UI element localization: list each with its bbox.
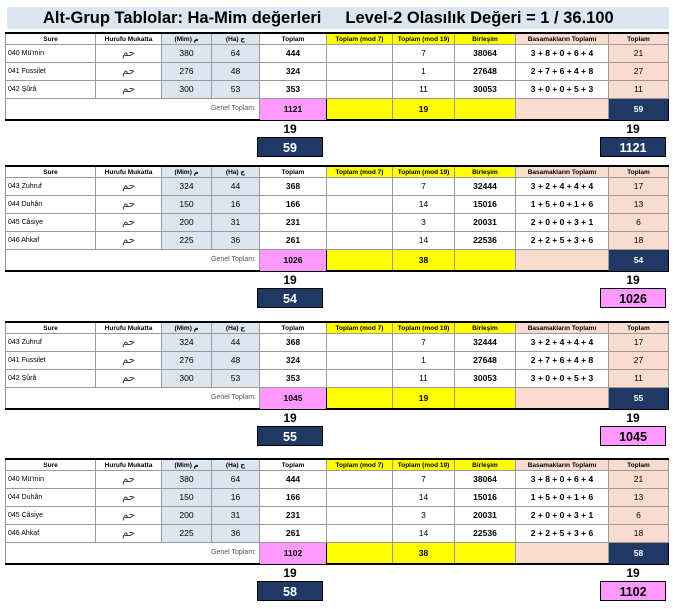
header-mim: (Mim) م (162, 459, 212, 471)
header-sure: Sure (6, 166, 96, 178)
total-row (6, 543, 669, 565)
left-result-box: 54 (257, 288, 323, 308)
cell-ha: 44 (212, 334, 260, 352)
cell-mod7 (327, 178, 393, 196)
cell-mim: 225 (162, 232, 212, 250)
total-mod19: 38 (393, 250, 455, 272)
header-toplam: Toplam (260, 322, 327, 334)
cell-birlesim: 27648 (455, 352, 516, 370)
total-value: 1026 (260, 250, 327, 272)
cell-birlesim: 22536 (455, 232, 516, 250)
total-sum: 59 (609, 99, 669, 121)
total-mod19: 19 (393, 99, 455, 121)
total-mod7 (327, 543, 393, 565)
cell-mim: 300 (162, 370, 212, 388)
data-table-2 (5, 165, 669, 272)
cell-mod7 (327, 196, 393, 214)
cell-mim: 200 (162, 507, 212, 525)
header-mod7: Toplam (mod 7) (327, 166, 393, 178)
cell-birlesim: 20031 (455, 507, 516, 525)
header-mim: (Mim) م (162, 322, 212, 334)
sheet-title (7, 7, 669, 29)
total-basamak (516, 388, 609, 410)
cell-basamak: 3 + 8 + 0 + 6 + 4 (516, 471, 609, 489)
cell-basamak: 3 + 2 + 4 + 4 + 4 (516, 178, 609, 196)
cell-sure: 042 Şûrâ (6, 370, 96, 388)
cell-sum: 6 (609, 507, 669, 525)
cell-birlesim: 15016 (455, 489, 516, 507)
left-19-label: 19 (283, 122, 297, 136)
right-19-label: 19 (626, 122, 640, 136)
genel-toplam-label: Genel Toplam: (6, 388, 260, 410)
cell-sure: 044 Duhân (6, 196, 96, 214)
cell-mim: 324 (162, 178, 212, 196)
cell-ha: 31 (212, 214, 260, 232)
header-row (6, 459, 669, 471)
cell-ha: 44 (212, 178, 260, 196)
left-19-label: 19 (283, 273, 297, 287)
cell-birlesim: 27648 (455, 63, 516, 81)
cell-ha: 48 (212, 352, 260, 370)
cell-sum: 21 (609, 471, 669, 489)
cell-sure: 043 Zuhruf (6, 178, 96, 196)
cell-hurufu: حم (96, 232, 162, 250)
cell-mod19: 14 (393, 232, 455, 250)
cell-birlesim: 38064 (455, 45, 516, 63)
cell-toplam: 166 (260, 196, 327, 214)
cell-basamak: 2 + 7 + 6 + 4 + 8 (516, 63, 609, 81)
header-toplam: Toplam (260, 33, 327, 45)
header-basamak: Basamakların Toplamı (516, 33, 609, 45)
cell-sure: 041 Fussilet (6, 63, 96, 81)
table-row (6, 45, 669, 63)
table-row (6, 507, 669, 525)
cell-mim: 380 (162, 471, 212, 489)
cell-basamak: 3 + 0 + 0 + 5 + 3 (516, 81, 609, 99)
cell-hurufu: حم (96, 63, 162, 81)
cell-mim: 276 (162, 63, 212, 81)
cell-toplam: 261 (260, 525, 327, 543)
header-mod7: Toplam (mod 7) (327, 322, 393, 334)
header-hurufu: Hurufu Mukatta (96, 322, 162, 334)
cell-sum: 13 (609, 489, 669, 507)
cell-ha: 36 (212, 525, 260, 543)
genel-toplam-label: Genel Toplam: (6, 250, 260, 272)
header-hurufu: Hurufu Mukatta (96, 166, 162, 178)
total-sum: 55 (609, 388, 669, 410)
cell-basamak: 1 + 5 + 0 + 1 + 6 (516, 489, 609, 507)
cell-mod7 (327, 63, 393, 81)
cell-sure: 045 Câsiye (6, 214, 96, 232)
header-toplam2: Toplam (609, 166, 669, 178)
cell-mod19: 11 (393, 370, 455, 388)
left-19-label: 19 (283, 566, 297, 580)
right-19-label: 19 (626, 273, 640, 287)
header-row (6, 166, 669, 178)
table-row (6, 196, 669, 214)
right-result-box: 1121 (600, 137, 666, 157)
total-basamak (516, 250, 609, 272)
cell-ha: 36 (212, 232, 260, 250)
right-19-label: 19 (626, 566, 640, 580)
header-birlesim: Birleşim (455, 33, 516, 45)
left-result-box: 55 (257, 426, 323, 446)
total-sum: 58 (609, 543, 669, 565)
cell-mod7 (327, 81, 393, 99)
cell-basamak: 3 + 2 + 4 + 4 + 4 (516, 334, 609, 352)
table-row (6, 370, 669, 388)
cell-birlesim: 38064 (455, 471, 516, 489)
table-row (6, 178, 669, 196)
cell-sum: 17 (609, 334, 669, 352)
cell-sum: 6 (609, 214, 669, 232)
header-birlesim: Birleşim (455, 322, 516, 334)
cell-basamak: 1 + 5 + 0 + 1 + 6 (516, 196, 609, 214)
cell-mod7 (327, 352, 393, 370)
cell-hurufu: حم (96, 334, 162, 352)
header-basamak: Basamakların Toplamı (516, 322, 609, 334)
title-level: Level-2 (345, 9, 403, 27)
total-mod7 (327, 388, 393, 410)
cell-ha: 31 (212, 507, 260, 525)
cell-sum: 21 (609, 45, 669, 63)
header-mod19: Toplam (mod 19) (393, 33, 455, 45)
cell-sure: 043 Zuhruf (6, 334, 96, 352)
cell-sure: 040 Mü'min (6, 471, 96, 489)
cell-hurufu: حم (96, 45, 162, 63)
table-row (6, 63, 669, 81)
right-19-label: 19 (626, 411, 640, 425)
header-ha: (Ha) ح (212, 33, 260, 45)
right-result-box: 1026 (600, 288, 666, 308)
cell-mod19: 3 (393, 507, 455, 525)
cell-hurufu: حم (96, 214, 162, 232)
cell-hurufu: حم (96, 352, 162, 370)
cell-birlesim: 20031 (455, 214, 516, 232)
cell-hurufu: حم (96, 471, 162, 489)
header-sure: Sure (6, 322, 96, 334)
header-toplam2: Toplam (609, 322, 669, 334)
total-mod7 (327, 250, 393, 272)
cell-mim: 380 (162, 45, 212, 63)
cell-mim: 300 (162, 81, 212, 99)
cell-mod19: 3 (393, 214, 455, 232)
cell-hurufu: حم (96, 525, 162, 543)
cell-sure: 046 Ahkaf (6, 232, 96, 250)
cell-mim: 225 (162, 525, 212, 543)
total-birlesim (455, 388, 516, 410)
table-row (6, 214, 669, 232)
total-birlesim (455, 543, 516, 565)
cell-ha: 64 (212, 45, 260, 63)
title-probability: Olasılık Değeri = 1 / 36.100 (406, 9, 614, 27)
header-hurufu: Hurufu Mukatta (96, 33, 162, 45)
cell-ha: 64 (212, 471, 260, 489)
cell-sum: 17 (609, 178, 669, 196)
cell-ha: 48 (212, 63, 260, 81)
header-mim: (Mim) م (162, 33, 212, 45)
cell-mod7 (327, 525, 393, 543)
total-sum: 54 (609, 250, 669, 272)
header-ha: (Ha) ح (212, 166, 260, 178)
header-hurufu: Hurufu Mukatta (96, 459, 162, 471)
cell-birlesim: 15016 (455, 196, 516, 214)
right-result-box: 1102 (600, 581, 666, 601)
cell-mod19: 14 (393, 525, 455, 543)
table-row (6, 352, 669, 370)
header-birlesim: Birleşim (455, 166, 516, 178)
total-row (6, 250, 669, 272)
header-mim: (Mim) م (162, 166, 212, 178)
table-row (6, 525, 669, 543)
cell-toplam: 231 (260, 507, 327, 525)
header-row (6, 322, 669, 334)
genel-toplam-label: Genel Toplam: (6, 543, 260, 565)
data-table-3 (5, 321, 669, 410)
header-toplam2: Toplam (609, 459, 669, 471)
cell-toplam: 353 (260, 370, 327, 388)
header-toplam: Toplam (260, 166, 327, 178)
cell-toplam: 231 (260, 214, 327, 232)
cell-sum: 11 (609, 370, 669, 388)
cell-hurufu: حم (96, 81, 162, 99)
cell-basamak: 2 + 0 + 0 + 3 + 1 (516, 214, 609, 232)
cell-sum: 13 (609, 196, 669, 214)
total-birlesim (455, 99, 516, 121)
cell-mod7 (327, 45, 393, 63)
total-value: 1121 (260, 99, 327, 121)
left-19-label: 19 (283, 411, 297, 425)
header-mod19: Toplam (mod 19) (393, 459, 455, 471)
cell-mim: 150 (162, 489, 212, 507)
cell-mod19: 14 (393, 196, 455, 214)
header-mod19: Toplam (mod 19) (393, 166, 455, 178)
cell-hurufu: حم (96, 178, 162, 196)
cell-basamak: 2 + 2 + 5 + 3 + 6 (516, 232, 609, 250)
cell-birlesim: 30053 (455, 81, 516, 99)
cell-ha: 53 (212, 370, 260, 388)
cell-birlesim: 22536 (455, 525, 516, 543)
header-sure: Sure (6, 33, 96, 45)
cell-sure: 041 Fussilet (6, 352, 96, 370)
cell-toplam: 324 (260, 352, 327, 370)
cell-basamak: 2 + 0 + 0 + 3 + 1 (516, 507, 609, 525)
total-mod19: 38 (393, 543, 455, 565)
cell-toplam: 166 (260, 489, 327, 507)
cell-mod19: 7 (393, 471, 455, 489)
header-birlesim: Birleşim (455, 459, 516, 471)
cell-mod7 (327, 370, 393, 388)
cell-toplam: 353 (260, 81, 327, 99)
total-row (6, 99, 669, 121)
cell-birlesim: 32444 (455, 334, 516, 352)
cell-sum: 18 (609, 525, 669, 543)
cell-ha: 16 (212, 196, 260, 214)
cell-mod19: 7 (393, 334, 455, 352)
cell-mim: 200 (162, 214, 212, 232)
header-ha: (Ha) ح (212, 459, 260, 471)
header-toplam: Toplam (260, 459, 327, 471)
cell-hurufu: حم (96, 370, 162, 388)
cell-mod7 (327, 489, 393, 507)
cell-basamak: 3 + 0 + 0 + 5 + 3 (516, 370, 609, 388)
cell-toplam: 261 (260, 232, 327, 250)
header-basamak: Basamakların Toplamı (516, 459, 609, 471)
cell-sure: 040 Mü'min (6, 45, 96, 63)
header-row (6, 33, 669, 45)
cell-mod7 (327, 471, 393, 489)
total-mod7 (327, 99, 393, 121)
total-mod19: 19 (393, 388, 455, 410)
cell-mod19: 7 (393, 45, 455, 63)
right-result-box: 1045 (600, 426, 666, 446)
cell-mod7 (327, 232, 393, 250)
cell-basamak: 2 + 2 + 5 + 3 + 6 (516, 525, 609, 543)
genel-toplam-label: Genel Toplam: (6, 99, 260, 121)
total-birlesim (455, 250, 516, 272)
cell-mim: 150 (162, 196, 212, 214)
cell-mod7 (327, 334, 393, 352)
header-ha: (Ha) ح (212, 322, 260, 334)
cell-mod7 (327, 507, 393, 525)
cell-mod19: 1 (393, 63, 455, 81)
cell-hurufu: حم (96, 507, 162, 525)
title-main: Alt-Grup Tablolar: Ha-Mim değerleri (43, 9, 322, 27)
total-basamak (516, 99, 609, 121)
cell-sum: 11 (609, 81, 669, 99)
cell-mim: 324 (162, 334, 212, 352)
table-row (6, 471, 669, 489)
table-row (6, 81, 669, 99)
cell-mod19: 7 (393, 178, 455, 196)
cell-birlesim: 30053 (455, 370, 516, 388)
cell-sum: 18 (609, 232, 669, 250)
header-sure: Sure (6, 459, 96, 471)
cell-sure: 045 Câsiye (6, 507, 96, 525)
cell-basamak: 3 + 8 + 0 + 6 + 4 (516, 45, 609, 63)
cell-mod19: 1 (393, 352, 455, 370)
cell-mod19: 14 (393, 489, 455, 507)
cell-sure: 044 Duhân (6, 489, 96, 507)
header-basamak: Basamakların Toplamı (516, 166, 609, 178)
header-mod7: Toplam (mod 7) (327, 459, 393, 471)
cell-sure: 046 Ahkaf (6, 525, 96, 543)
cell-toplam: 368 (260, 334, 327, 352)
cell-sum: 27 (609, 63, 669, 81)
total-value: 1045 (260, 388, 327, 410)
table-row (6, 334, 669, 352)
cell-sum: 27 (609, 352, 669, 370)
total-basamak (516, 543, 609, 565)
cell-toplam: 444 (260, 45, 327, 63)
left-result-box: 59 (257, 137, 323, 157)
left-result-box: 58 (257, 581, 323, 601)
data-table-4 (5, 458, 669, 565)
cell-mim: 276 (162, 352, 212, 370)
table-row (6, 232, 669, 250)
cell-hurufu: حم (96, 489, 162, 507)
header-mod7: Toplam (mod 7) (327, 33, 393, 45)
total-value: 1102 (260, 543, 327, 565)
cell-toplam: 444 (260, 471, 327, 489)
cell-toplam: 324 (260, 63, 327, 81)
header-mod19: Toplam (mod 19) (393, 322, 455, 334)
cell-mod7 (327, 214, 393, 232)
header-toplam2: Toplam (609, 33, 669, 45)
cell-toplam: 368 (260, 178, 327, 196)
cell-sure: 042 Şûrâ (6, 81, 96, 99)
cell-mod19: 11 (393, 81, 455, 99)
data-table-1 (5, 32, 669, 121)
cell-birlesim: 32444 (455, 178, 516, 196)
total-row (6, 388, 669, 410)
cell-ha: 16 (212, 489, 260, 507)
cell-hurufu: حم (96, 196, 162, 214)
cell-basamak: 2 + 7 + 6 + 4 + 8 (516, 352, 609, 370)
table-row (6, 489, 669, 507)
cell-ha: 53 (212, 81, 260, 99)
